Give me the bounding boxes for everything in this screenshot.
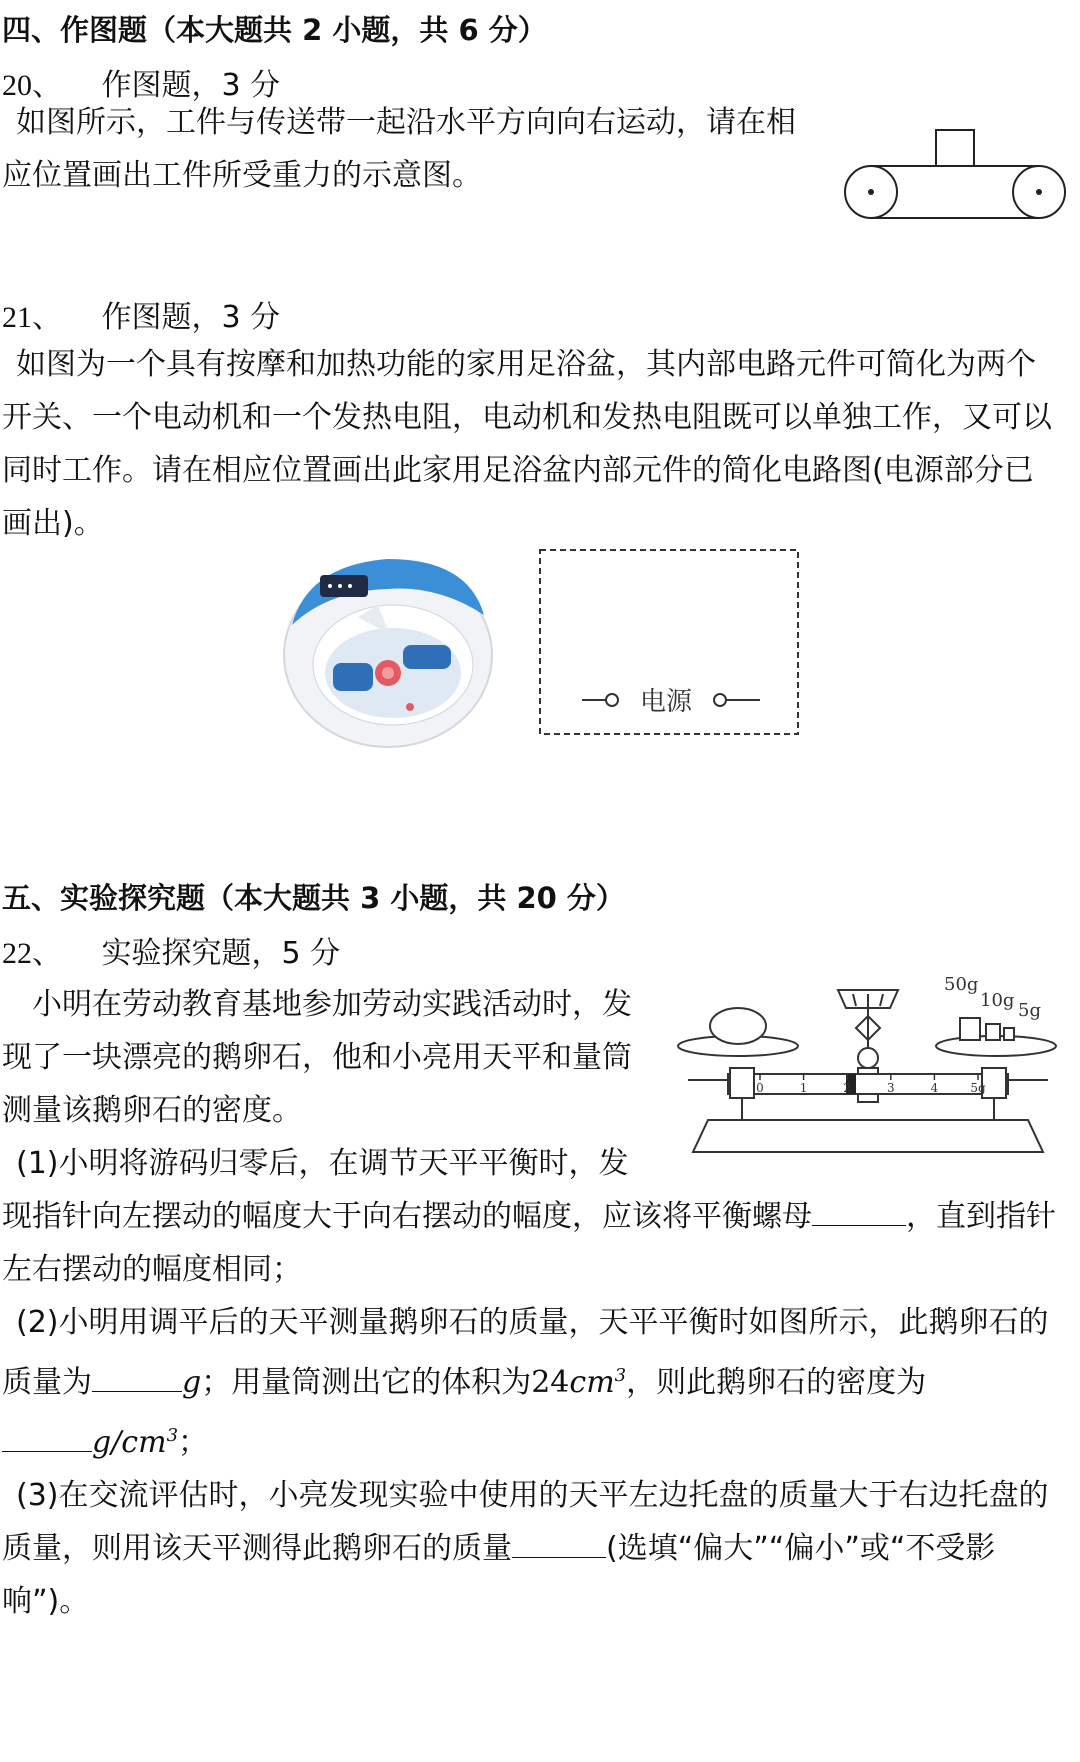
section-5-title: 五、实验探究题（本大题共 3 小题，共 20 分） bbox=[2, 881, 625, 915]
text-line: 小明在劳动教育基地参加劳动实践活动时，发 bbox=[32, 987, 632, 1022]
answer-blank-3[interactable] bbox=[2, 1421, 92, 1452]
answer-blank-2[interactable] bbox=[92, 1361, 182, 1392]
workpiece bbox=[936, 130, 974, 166]
text-line: 质量，则用该天平测得此鹅卵石的质量 (选填“偏大”“偏小”或“不受影 bbox=[2, 1522, 1056, 1575]
weight-label-50g: 50g bbox=[944, 974, 979, 995]
text-line: 现指针向左摆动的幅度大于向右摆动的幅度，应该将平衡螺母 ，直到指针 bbox=[2, 1190, 1056, 1243]
text-line: 左右摆动的幅度相同； bbox=[2, 1252, 302, 1287]
weight-label-10g: 10g bbox=[980, 990, 1015, 1011]
question-number: 20、 bbox=[2, 69, 62, 102]
weight-label-5g: 5g bbox=[1018, 1000, 1041, 1021]
power-label: 电源 bbox=[639, 687, 693, 717]
answer-blank-4[interactable] bbox=[512, 1527, 606, 1558]
text-line: $g/cm^3$； bbox=[2, 1409, 1056, 1469]
text-line: 响”)。 bbox=[2, 1584, 90, 1619]
question-type: 实验探究题，5 分 bbox=[101, 936, 341, 971]
power-terminal-left bbox=[606, 694, 618, 706]
question-type: 作图题，3 分 bbox=[101, 68, 281, 103]
question-22-header bbox=[2, 928, 340, 972]
text-line: 质量为 g；用量筒测出它的体积为$24cm^3$，则此鹅卵石的密度为 bbox=[2, 1349, 1056, 1409]
question-21-header bbox=[2, 292, 280, 336]
text-line: 同时工作。请在相应位置画出此家用足浴盆内部元件的简化电路图(电源部分已 bbox=[2, 453, 1034, 488]
text-line: 测量该鹅卵石的密度。 bbox=[2, 1093, 302, 1128]
question-number: 21、 bbox=[2, 301, 62, 334]
text-line: 如图为一个具有按摩和加热功能的家用足浴盆，其内部电路元件可简化为两个 bbox=[16, 347, 1036, 382]
ruler-tick-label: 2 bbox=[843, 1081, 852, 1095]
text-line: 开关、一个电动机和一个发热电阻，电动机和发热电阻既可以单独工作，又可以 bbox=[2, 400, 1052, 435]
conveyor-belt-figure bbox=[840, 124, 1080, 224]
ruler-tick-label: 1 bbox=[799, 1081, 808, 1095]
ruler-tick-label: 0 bbox=[756, 1081, 764, 1095]
answer-blank-1[interactable] bbox=[812, 1195, 906, 1226]
ruler-tick-label: 4 bbox=[930, 1081, 939, 1095]
text-line: 现了一块漂亮的鹅卵石，他和小亮用天平和量筒 bbox=[2, 1040, 632, 1075]
text-line: 应位置画出工件所受重力的示意图。 bbox=[2, 158, 482, 193]
ruler-tick-label: 5g bbox=[970, 1081, 986, 1095]
balance-scale-figure bbox=[668, 970, 1068, 1160]
section-4-title: 四、作图题（本大题共 2 小题，共 6 分） bbox=[2, 13, 547, 47]
text-line: 画出)。 bbox=[2, 506, 104, 541]
circuit-drawing-box bbox=[538, 548, 802, 738]
power-terminal-right bbox=[714, 694, 726, 706]
question-21-text bbox=[2, 338, 1052, 550]
text-line: 如图所示，工件与传送带一起沿水平方向向右运动，请在相 bbox=[16, 105, 796, 140]
question-number: 22、 bbox=[2, 937, 62, 970]
question-20-text bbox=[2, 96, 796, 202]
text-line: (1)小明将游码归零后，在调节天平平衡时，发 bbox=[16, 1146, 629, 1181]
text-line: (3)在交流评估时，小亮发现实验中使用的天平左边托盘的质量大于右边托盘的 bbox=[16, 1478, 1049, 1513]
foot-bath-image bbox=[278, 545, 498, 755]
question-type: 作图题，3 分 bbox=[101, 300, 281, 335]
ruler-tick-label: 3 bbox=[886, 1081, 895, 1095]
text-line: (2)小明用调平后的天平测量鹅卵石的质量，天平平衡时如图所示，此鹅卵石的 bbox=[16, 1305, 1049, 1340]
